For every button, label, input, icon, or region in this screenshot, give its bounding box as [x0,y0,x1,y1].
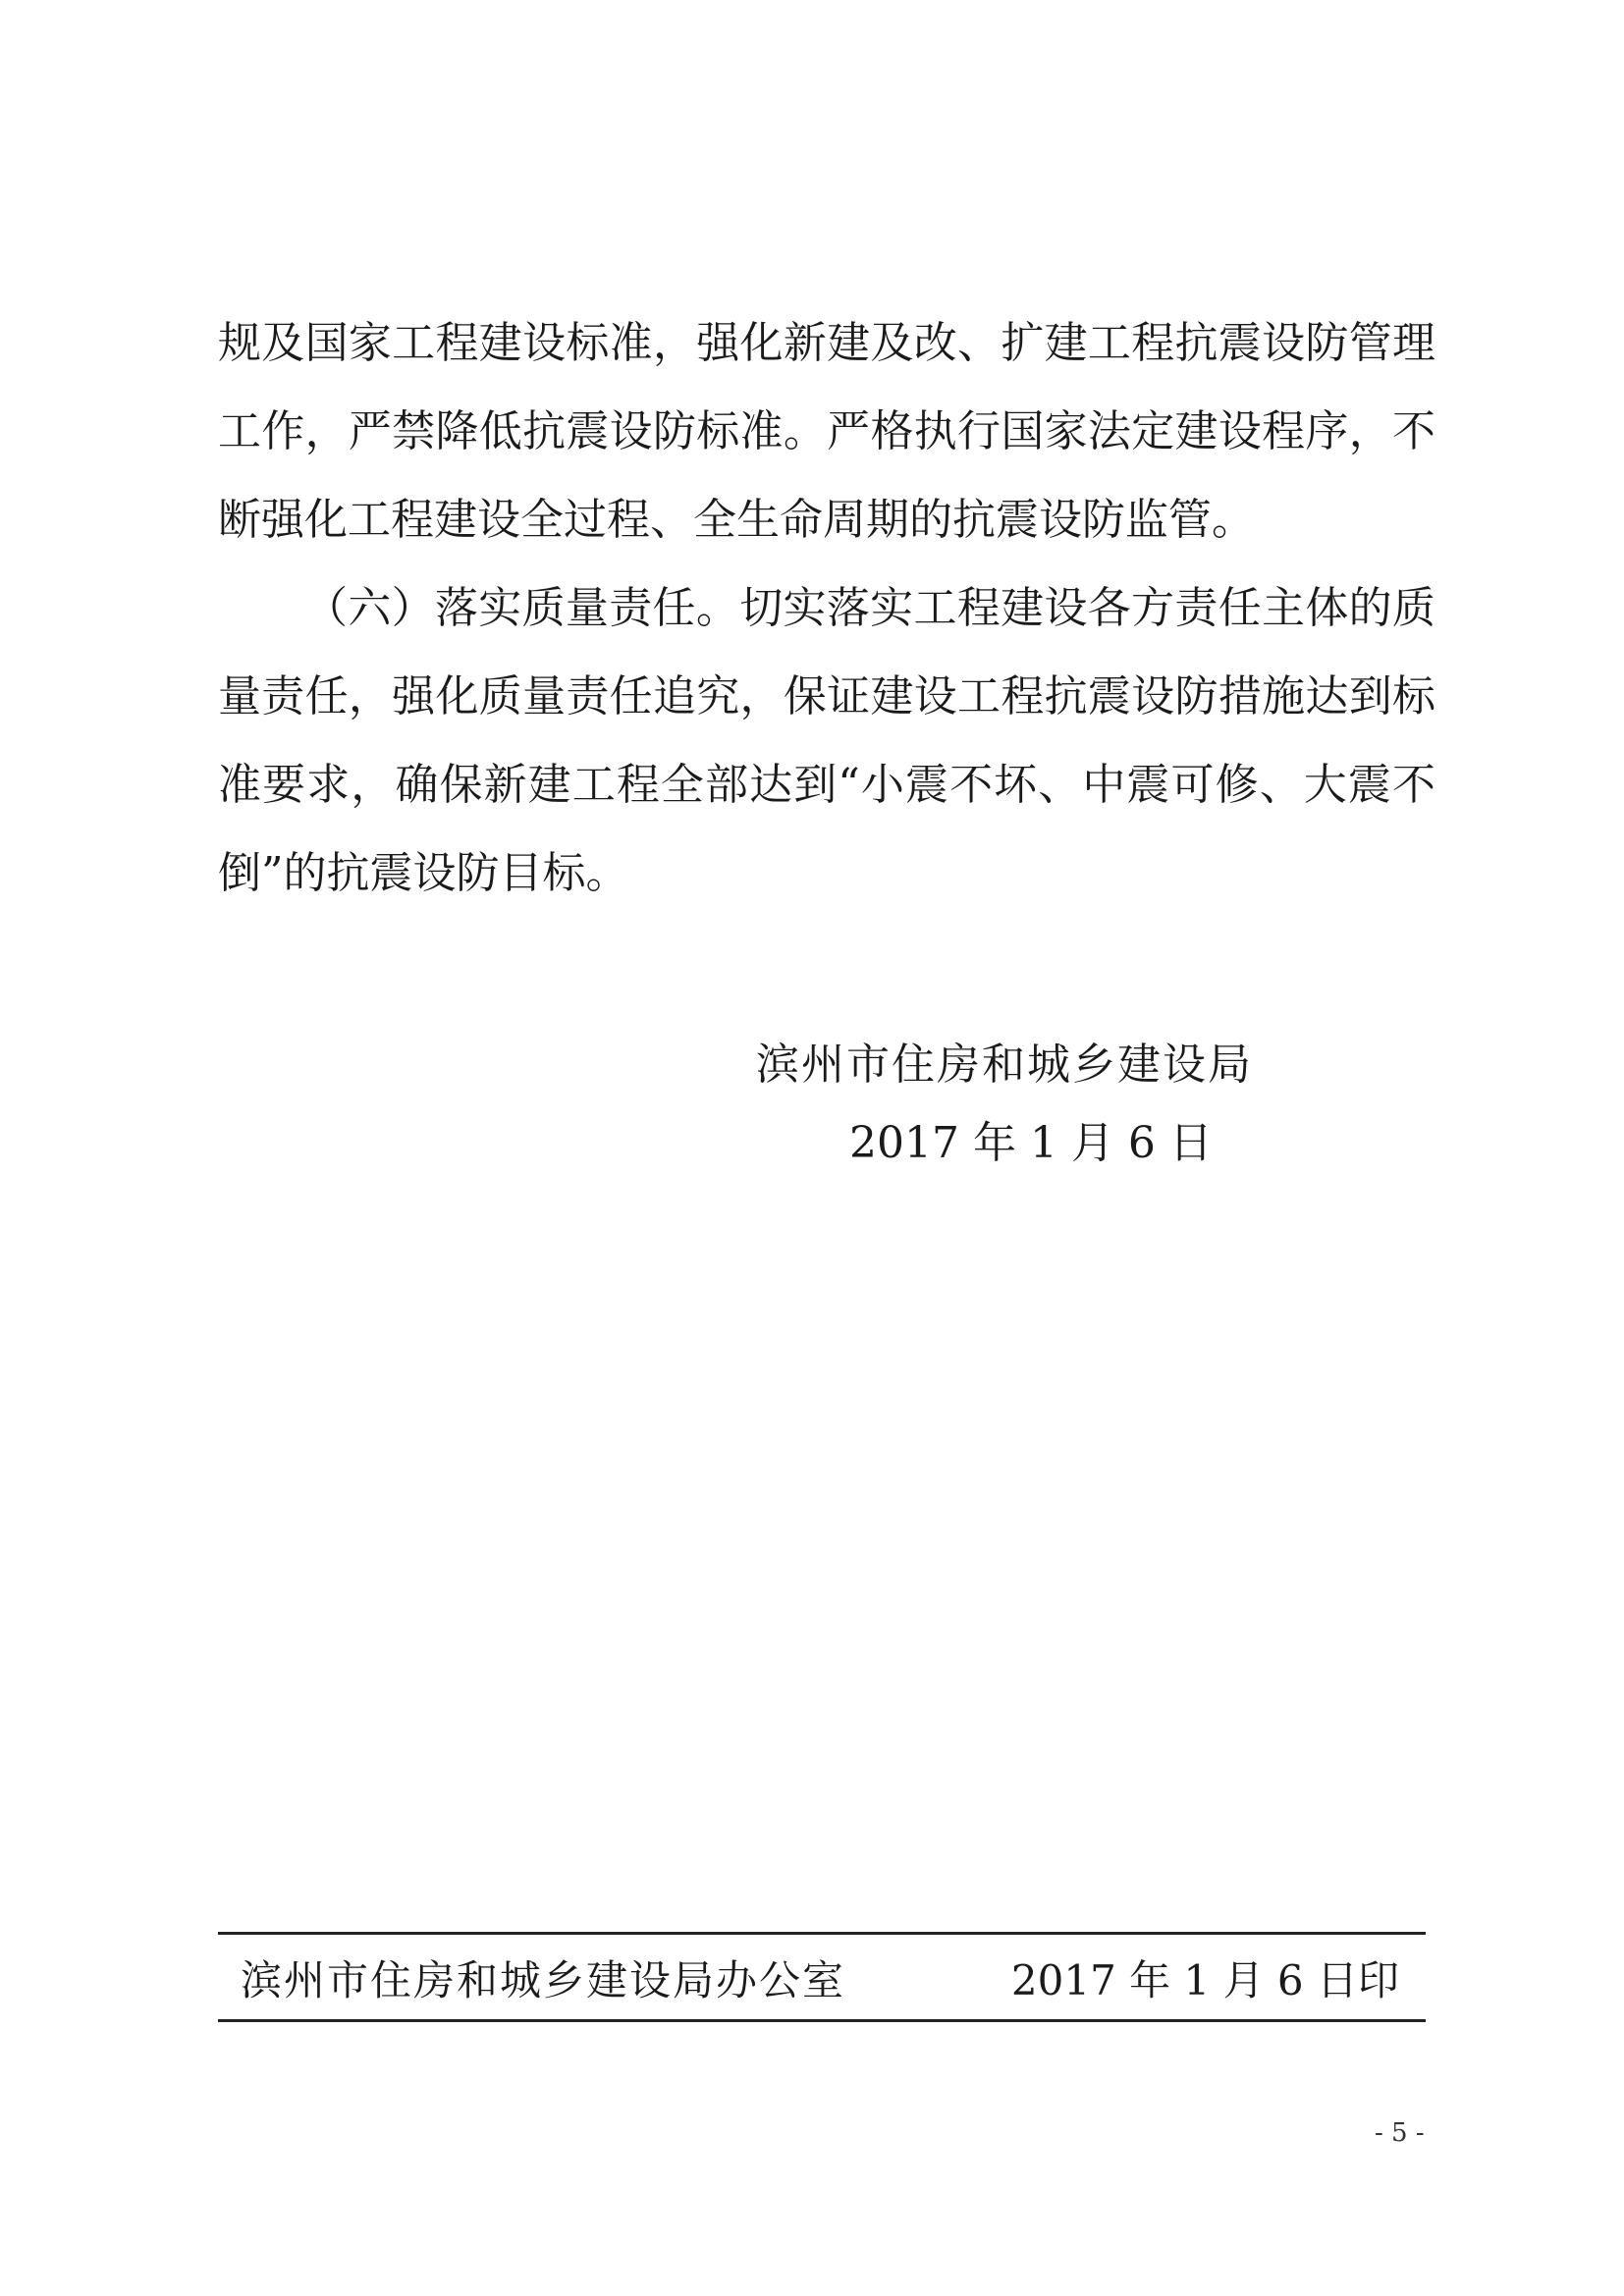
body-line: 规及国家工程建设标准，强化新建及改、扩建工程抗震设防管理 [218,318,1435,368]
signature-date: 2017 年 1 月 6 日 [849,1118,1213,1168]
footer [241,1947,1399,2015]
body-line: （六）落实质量责任。切实落实工程建设各方责任主体的质 [304,583,1435,633]
body-line: 倒”的抗震设防目标。 [218,848,629,898]
footer-bottom-rule [218,2019,1426,2022]
footer-top-rule [218,1932,1426,1935]
page-number: - 5 - [1375,2118,1425,2148]
signature-organization: 滨州市住房和城乡建设局 [756,1040,1253,1090]
body-line: 量责任，强化质量责任追究，保证建设工程抗震设防措施达到标 [218,671,1435,721]
body-line: 断强化工程建设全过程、全生命周期的抗震设防监管。 [218,495,1255,545]
body-line: 准要求，确保新建工程全部达到“小震不坏、中震可修、大震不 [218,760,1435,810]
footer-issuer: 滨州市住房和城乡建设局办公室 [241,1956,846,2004]
body-line: 工作，严禁降低抗震设防标准。严格执行国家法定建设程序，不 [218,406,1435,456]
signature-block [756,1026,1267,1183]
footer-print-date: 2017 年 1 月 6 日印 [1010,1956,1399,2004]
body-text [218,299,1435,918]
